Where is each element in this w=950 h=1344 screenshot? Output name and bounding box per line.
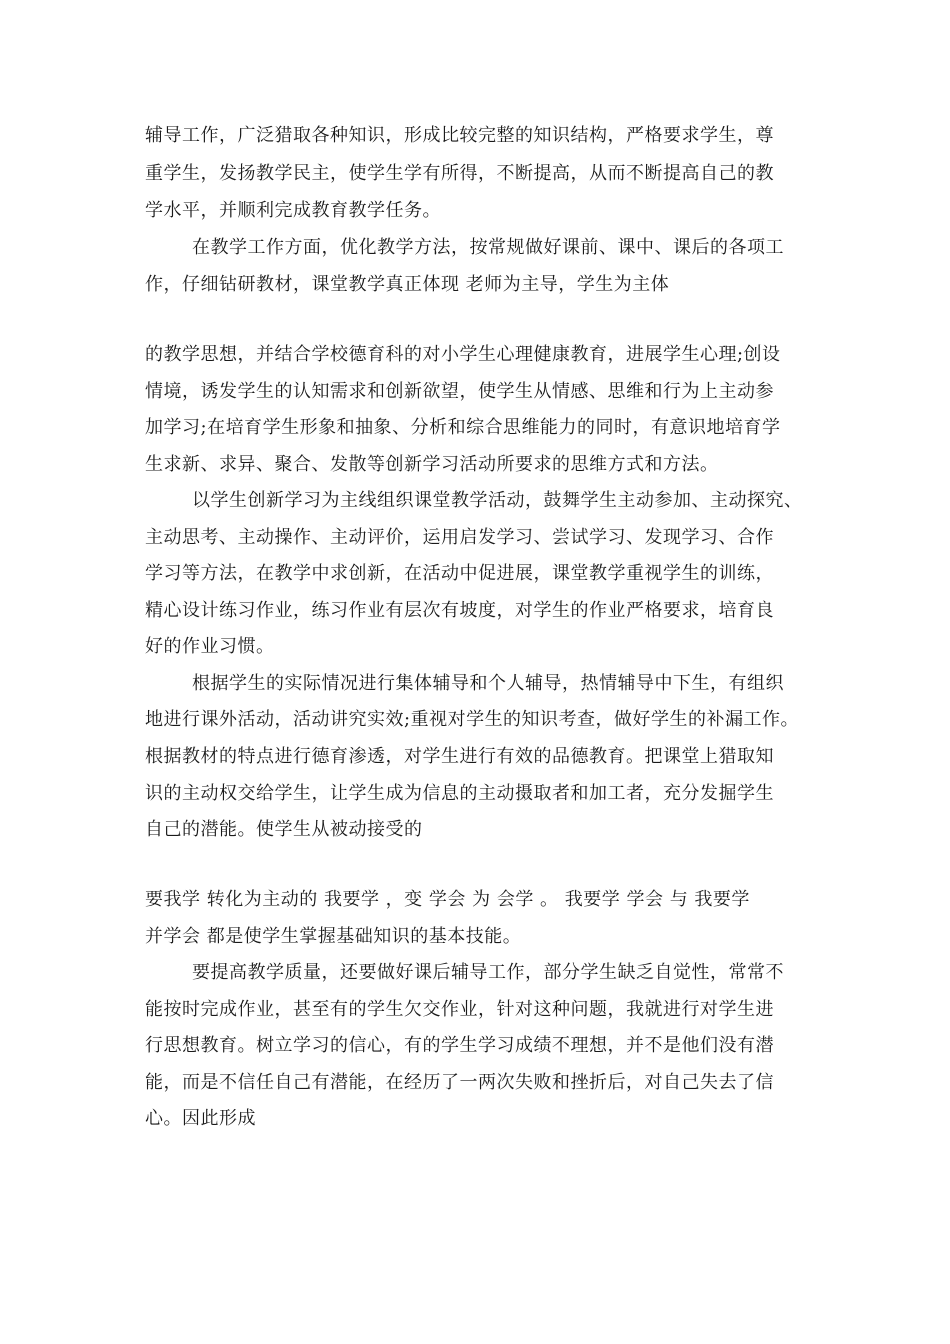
- text-line: 重学生，发扬教学民主，使学生学有所得，不断提高，从而不断提高自己的教: [145, 163, 774, 184]
- text-line: 要提高教学质量，还要做好课后辅导工作，部分学生缺乏自觉性，常常不: [192, 962, 784, 983]
- text-line: 主动思考、主动操作、主动评价，运用启发学习、尝试学习、发现学习、合作: [145, 527, 774, 548]
- text-line: 要我学 转化为主动的 我要学 ，变 学会 为 会学 。 我要学 学会 与 我要学: [145, 889, 750, 910]
- text-line: 的教学思想，并结合学校德育科的对小学生心理健康教育，进展学生心理;创设: [145, 344, 781, 365]
- text-line: 识的主动权交给学生，让学生成为信息的主动摄取者和加工者，充分发掘学生: [145, 783, 774, 804]
- text-line: 根据教材的特点进行德育渗透，对学生进行有效的品德教育。把课堂上猎取知: [145, 746, 774, 767]
- text-line: 学水平，并顺利完成教育教学任务。: [145, 200, 441, 221]
- text-line: 以学生创新学习为主线组织课堂教学活动，鼓舞学生主动参加、主动探究、: [192, 490, 803, 511]
- text-line: 生求新、求异、聚合、发散等创新学习活动所要求的思维方式和方法。: [145, 454, 719, 475]
- text-line: 自己的潜能。使学生从被动接受的: [145, 819, 423, 840]
- text-line: 心。因此形成: [145, 1108, 256, 1129]
- text-line: 情境，诱发学生的认知需求和创新欲望，使学生从情感、思维和行为上主动参: [145, 381, 774, 402]
- text-line: 地进行课外活动，活动讲究实效;重视对学生的知识考查，做好学生的补漏工作。: [145, 709, 800, 730]
- text-line: 行思想教育。树立学习的信心，有的学生学习成绩不理想，并不是他们没有潜: [145, 1035, 774, 1056]
- text-line: 能，而是不信任自己有潜能，在经历了一两次失败和挫折后，对自己失去了信: [145, 1072, 774, 1093]
- text-line: 在教学工作方面，优化教学方法，按常规做好课前、课中、课后的各项工: [192, 237, 784, 258]
- text-line: 作，仔细钻研教材，课堂教学真正体现 老师为主导，学生为主体: [145, 274, 670, 295]
- text-line: 根据学生的实际情况进行集体辅导和个人辅导，热情辅导中下生，有组织: [192, 673, 784, 694]
- text-line: 学习等方法，在教学中求创新，在活动中促进展，课堂教学重视学生的训练，: [145, 563, 774, 584]
- text-line: 精心设计练习作业，练习作业有层次有坡度，对学生的作业严格要求，培育良: [145, 600, 774, 621]
- text-line: 好的作业习惯。: [145, 636, 275, 657]
- text-line: 加学习;在培育学生形象和抽象、分析和综合思维能力的同时，有意识地培育学: [145, 417, 781, 438]
- text-line: 并学会 都是使学生掌握基础知识的基本技能。: [145, 926, 522, 947]
- text-line: 辅导工作，广泛猎取各种知识，形成比较完整的知识结构，严格要求学生，尊: [145, 125, 774, 146]
- text-line: 能按时完成作业，甚至有的学生欠交作业，针对这种问题，我就进行对学生进: [145, 999, 774, 1020]
